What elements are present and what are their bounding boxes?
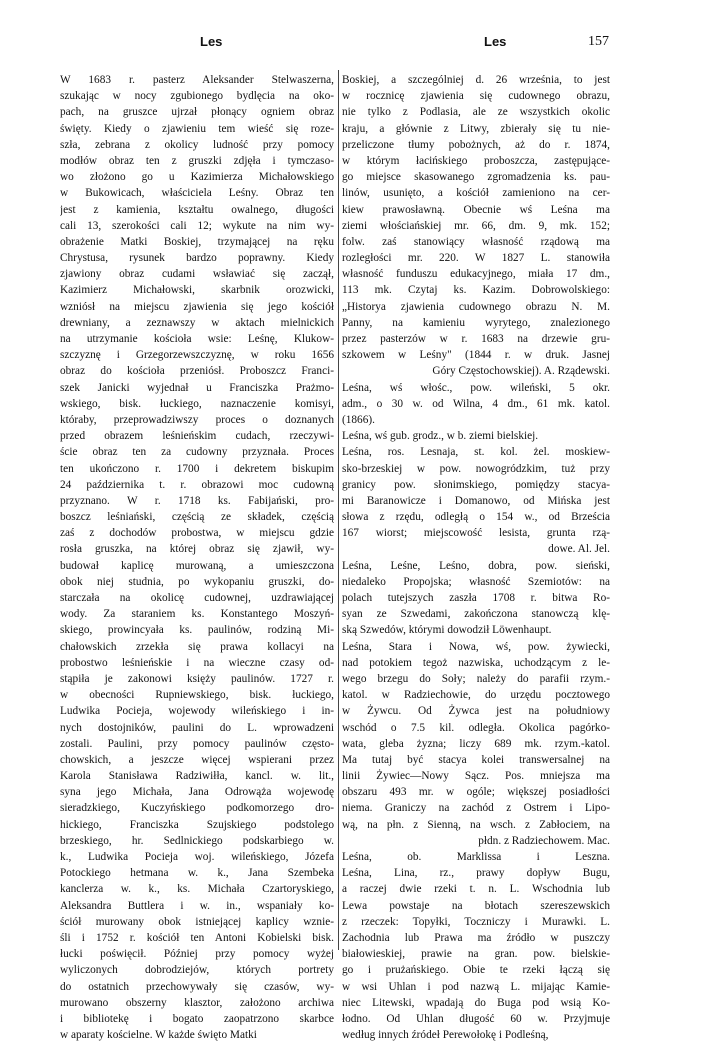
text-line: Panny, na kamieniu wyrytego, znalezionego (342, 316, 610, 329)
text-line: zjawiony obraz cudami wsławiać się zaczął, (60, 268, 334, 281)
text-line: w wsi Uhlan i pod nazwą L. mijając Kamie- (342, 980, 610, 993)
text-line: przez pasterzów w r. 1683 na drzewie gru- (342, 333, 610, 345)
page-number: 157 (588, 34, 609, 49)
text-line: hickiego, Franciszka Szujskiego podstolego (60, 818, 334, 831)
text-line: katol. w Radziechowie, do urzędu pocztowego (342, 689, 610, 702)
text-line: do ostatnich przechowywały się czasów, wy- (60, 980, 334, 993)
text-line: na utrzymanie kościoła wsie: Leśnę, Klukow- (60, 333, 334, 345)
text-line: Leśna, ob. Marklissa i Leszna. (342, 851, 610, 863)
text-line: szła, zebrana z okolicy ludność przy pomocy (60, 138, 334, 151)
text-line: niema. Graniczy na zachód z Ostrem i Lipo- (342, 802, 610, 815)
text-line: wego brzegu do Soły; należy do parafii rzym.- (342, 672, 610, 685)
text-line: 113 mk. Czytaj ks. Kazim. Dobrowolskiego: (342, 284, 610, 297)
text-line: mi Baranowicze i Domanowo, od Mińska jest (342, 494, 610, 507)
text-line: przeliczone tłumy pobożnych, aż do r. 1874, (342, 138, 610, 151)
text-line: linów, usunięto, a kościół zamieniono na cer- (342, 187, 610, 200)
text-line: (1866). (342, 413, 375, 426)
text-line: granicy pow. słonimskiego, pomiędzy stacya- (342, 478, 610, 491)
text-line: syan ze Szwedami, zakończona stanowczą klę- (342, 608, 610, 621)
text-line: skiego, prowincyała ks. paulinów, rodziną Mi- (60, 624, 334, 637)
text-line: chowskich, a jeszcze więcej wspierani przez (60, 753, 334, 766)
left-column (60, 72, 334, 1043)
text-line: a raczej dwie rzeki t. n. L. Wschodnia lub (342, 883, 610, 896)
text-line: w Bukowicach, właściciela Leśny. Obraz ten (60, 187, 334, 200)
text-line: zaś z dochodów probostwa, w miejscu gdzie (60, 527, 334, 540)
text-line: budował kaplicę murowaną, a umieszczona (60, 559, 334, 572)
text-line: obrażenie Matki Boskiej, trzymającej na ręku (60, 235, 334, 248)
text-line: przyznano. W r. 1718 ks. Fabijański, pro- (60, 494, 334, 507)
text-line: Góry Częstochowskiej). A. Rządewski. (432, 365, 610, 378)
text-line: boszcz leśniański, częścią ze składek, częścią (60, 511, 334, 524)
text-line: Leśna, ros. Lesnaja, st. kol. żel. moskiew- (342, 446, 610, 459)
text-line: 24 października t. r. obrazowi moc cudowną (60, 478, 334, 491)
text-line: Leśna, wś włośc., pow. wileński, 5 okr. (342, 381, 610, 394)
text-line: Ma tutaj być stacya kolei transwersalnej na (342, 753, 610, 766)
column-divider (338, 70, 339, 950)
text-line: niedaleko Propojska; własność Szemiotów: na (342, 575, 610, 588)
text-line: według innych źródeł Perewołokę i Podleśną, (342, 1029, 549, 1042)
text-line: Leśna, Leśne, Leśno, dobra, pow. sieński, (342, 559, 610, 572)
text-line: w rocznicę zjawienia się cudownego obrazu, (342, 90, 610, 103)
text-line: chałowskich zrzekła się prawa kollacyi na (60, 640, 334, 653)
text-line: białowieskiej, prawie na gran. pow. bielskie- (342, 948, 610, 961)
text-line: kiew prawosławną. Obecnie wś Leśna ma (342, 203, 610, 216)
text-line: śli i 1752 r. kościół ten Antoni Kobielski bisk. (60, 931, 334, 944)
text-line: modłów obraz ten z gruszki zdjęła i tymczaso- (60, 154, 334, 167)
text-line: w obecności Rupniewskiego, bisk. łuckiego, (60, 689, 334, 702)
text-line: łucki poświęcił. Później przy pomocy wyżej (60, 948, 334, 961)
text-line: wody. Za staraniem ks. Konstantego Moszyń- (60, 608, 334, 621)
text-line: folw. zaś stanowiący własność rządową ma (342, 235, 610, 248)
text-line: ście obraz ten za cudowny przyznała. Proces (60, 446, 334, 459)
text-line: Boskiej, a szczególniej d. 26 września, to jest (342, 74, 610, 86)
text-line: pach, na gruszce ujrzał płonący ogniem obraz (60, 106, 334, 119)
text-line: syna jego Michała, Jana Odrowąża wojewodę (60, 786, 334, 799)
text-line: w Żywcu. Od Żywca jest na południowy (342, 705, 610, 718)
text-line: Ludwika Pocieja, wojewody wileńskiego i in- (60, 705, 334, 718)
text-line: rosła gruszka, na której obraz się zjawił, wy- (60, 543, 334, 556)
text-line: murowano obszerny klasztor, założono archiwa (60, 996, 334, 1009)
text-line: nad potokiem tegoż nazwiska, uchodzącym z le- (342, 656, 610, 669)
text-line: szkowem w Leśny" (1844 r. w druk. Jasnej (342, 349, 610, 362)
text-line: niec Litewski, wpadają do Buga pod wsią Ko- (342, 996, 610, 1009)
text-line: ten ukończono r. 1700 i dekretem biskupim (60, 462, 334, 475)
text-line: szukając w nocy zgubionego bydlęcia na oko- (60, 90, 334, 103)
text-line: kraju, a głównie z Litwy, zbierały się tu nie- (342, 122, 610, 135)
text-line: „Historya zjawienia cudownego obrazu N. M. (342, 300, 610, 313)
text-line: płdn. z Radziechowem. Mac. (478, 834, 610, 847)
text-line: sko-brzeskiej w pow. nowogródzkim, tuż przy (342, 462, 610, 475)
text-line: go i prużańskiego. Obie te rzeki łączą się (342, 964, 610, 977)
text-line: wskiego, bisk. łuckiego, naznaczenie komisyi, (60, 397, 334, 410)
text-line: przed obrazem leśnieńskim cudach, rzeczywi- (60, 430, 334, 443)
text-line: brzeskiego, hr. Sedlnickiego podskarbiego w. (60, 834, 334, 847)
text-line: probostwo leśnieńskie i na wieczne czasy od- (60, 656, 334, 669)
text-line: Leśna, wś gub. grodz., w b. ziemi bielskiej. (342, 430, 539, 443)
text-line: Zachodnia lub Prawa ma źródło w puszczy (342, 931, 610, 944)
text-line: k., Ludwika Pocieja woj. wileńskiego, Józefa (60, 851, 334, 863)
text-line: i bibliotekę i bogato zaopatrzono skarbce (60, 1012, 334, 1025)
text-line: linii Żywiec—Nowy Sącz. Pos. mniejsza ma (342, 770, 610, 783)
text-line: dowe. Al. Jel. (548, 543, 610, 556)
right-column (342, 72, 610, 1043)
page-header (0, 34, 720, 54)
text-line: obok niej studnia, po wykopaniu gruszki, do- (60, 575, 334, 588)
text-line: 167 wiorst; miejscowość lesista, grunta rzą- (342, 527, 610, 540)
text-line: Potockiego hetmana w. k., Jana Szembeka (60, 867, 334, 880)
text-line: szczyznę i Grzegorzewszczyznę, w roku 1656 (60, 349, 334, 362)
running-title-right: Les (484, 34, 507, 49)
text-line: nie tylko z Podlasia, ale ze wszystkich okolic (342, 106, 610, 119)
text-line: któraby, przeprowadziwszy proces o doznanych (60, 413, 334, 426)
text-line: szek Janicki wyjednał u Franciszka Prażmo- (60, 381, 334, 394)
text-line: Leśna, Lina, rz., prawy dopływ Bugu, (342, 867, 610, 880)
text-line: słowa z rzędu, odległą o 154 w., od Brześcia (342, 511, 610, 524)
text-line: wo złożono go u Kazimierza Michałowskiego (60, 171, 334, 184)
running-title-left: Les (200, 34, 223, 49)
text-line: Karola Stanisława Radziwiłła, kancl. w. lit., (60, 770, 334, 783)
text-line: nych dostojników, paulini do L. wprowadzeni (60, 721, 334, 734)
text-line: święty. Kiedy o zjawieniu tem wieść się roze- (60, 122, 334, 135)
text-line: zostali. Paulini, przy pomocy paulinów często- (60, 737, 334, 750)
text-line: łodno. Od Uhlan długość 60 w. Przyjmuje (342, 1012, 610, 1025)
text-line: Chrystusa, rysunek bardzo poprawny. Kiedy (60, 252, 334, 265)
text-line: wschód o 7.5 kil. odległa. Okolica pagórko- (342, 721, 610, 734)
text-line: ściół murowany obok istniejącej kaplicy wznie- (60, 915, 334, 928)
text-line: Aleksandra Buttlera i w. in., wspaniały ko- (60, 899, 334, 912)
text-line: rozległości mr. 220. W 1827 L. stanowiła (342, 252, 610, 265)
text-line: go miejsce skasowanego zgromadzenia ks. pau- (342, 171, 610, 184)
text-line: Lewa powstaje na błotach szereszewskich (342, 899, 610, 912)
text-line: wyliczonych dobrodziejów, których portrety (60, 964, 334, 977)
text-line: z rzeczek: Topyłki, Toczniczy i Murawki. L. (342, 915, 610, 928)
text-line: adm., o 30 w. od Wilna, 4 dm., 61 mk. katol. (342, 397, 610, 410)
text-line: kanclerza w. k., ks. Michała Czartoryskiego, (60, 883, 334, 896)
text-line: starczała na okolicę cudownej, uzdrawiającej (60, 592, 334, 604)
text-line: ziemi włościańskiej mr. 66, dm. 9, mk. 152; (342, 219, 610, 232)
text-line: jest z kamienia, kształtu owalnego, długości (60, 203, 334, 216)
text-line: cali 13, szerokości cali 12; wykute na nim wy- (60, 219, 334, 232)
text-line: w aparaty kościelne. W każde święto Matki (60, 1029, 257, 1042)
text-line: wą, na płn. z Sienną, na wsch. z Zabłociem, na (342, 818, 610, 831)
text-line: własność funduszu edukacyjnego, miała 17 dm., (342, 268, 610, 281)
text-line: W 1683 r. pasterz Aleksander Stelwaszerna, (60, 74, 334, 86)
text-line: polach tutejszych zaszła 1708 r. bitwa Ro- (342, 592, 610, 604)
text-line: drewniany, a zeznawszy w aktach mielnickich (60, 316, 334, 329)
text-line: wata, gleba żyzna; liczy 689 mk. rzym.-katol. (342, 737, 610, 750)
text-line: Kazimierz Michałowski, skarbnik orozwicki, (60, 284, 334, 297)
text-line: stąpiła je zakonowi księży paulinów. 1727 r. (60, 672, 334, 685)
text-line: obraz do kościoła przeniósł. Proboszcz Franci- (60, 365, 334, 378)
text-line: wzniósł na miejscu zjawienia się jego kościół (60, 300, 334, 313)
text-line: Leśna, Stara i Nowa, wś, pow. żywiecki, (342, 640, 610, 653)
text-line: sieradzkiego, Kuczyńskiego podkomorzego dro- (60, 802, 334, 815)
text-line: ską Szwedów, którymi dowodził Löwenhaupt. (342, 624, 552, 637)
text-line: w którym łacińskiego proboszcza, zastępujące- (342, 154, 610, 167)
text-line: obszaru 493 mr. w ogóle; większej posiadłości (342, 786, 610, 799)
